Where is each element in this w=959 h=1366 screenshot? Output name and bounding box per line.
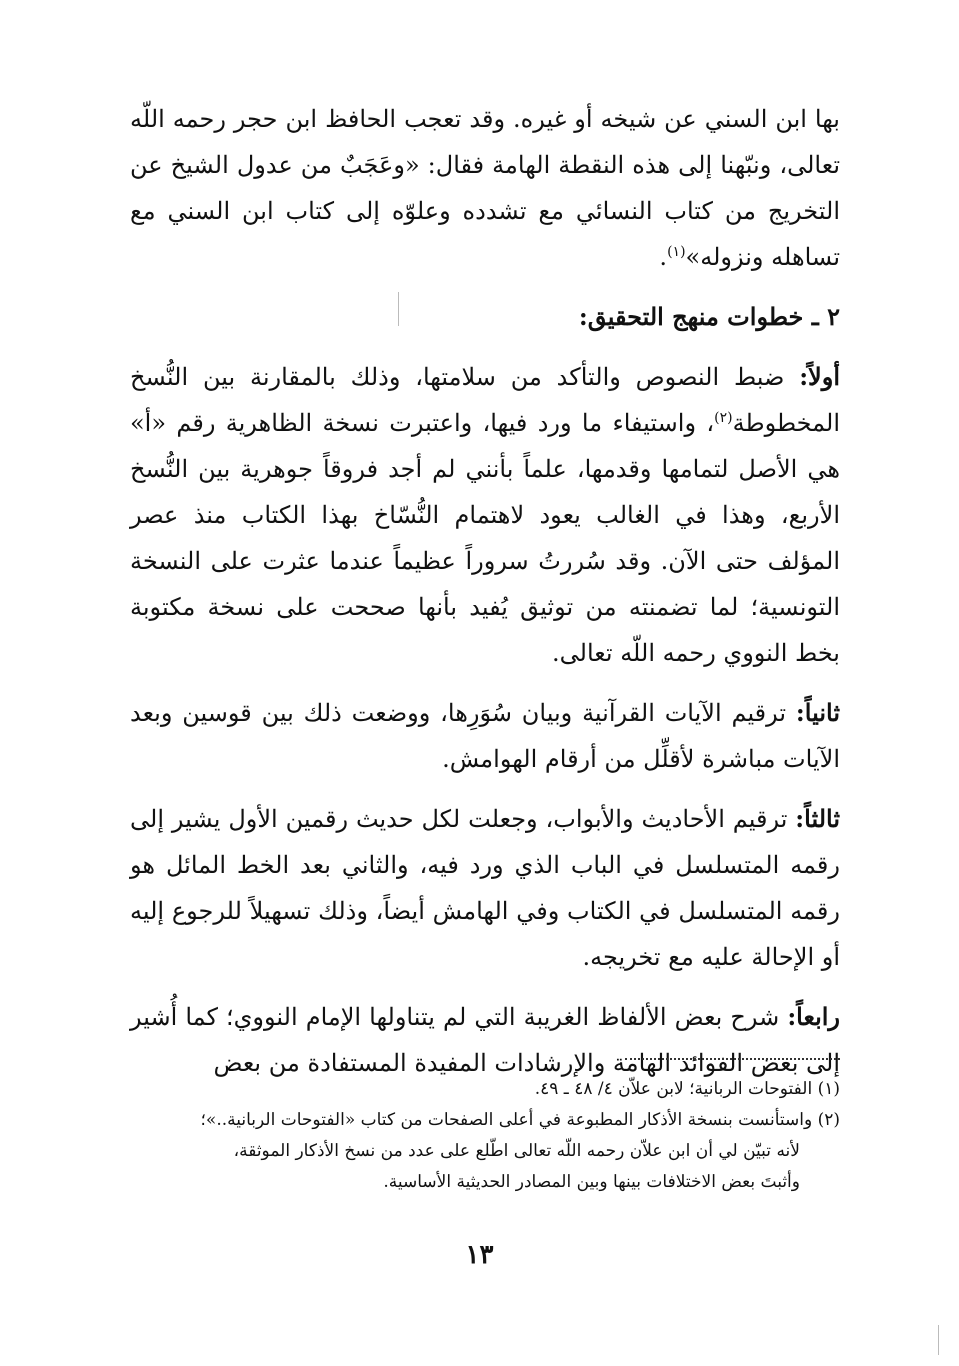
footnote-2: (٢) واستأنست بنسخة الأذكار المطبوعة في أعلى الصفحات من كتاب «الفتوحات الربانية..»؛ — [200, 1110, 840, 1130]
section-heading: ٢ ـ خطوات منهج التحقيق: — [578, 302, 840, 331]
scan-mark — [398, 292, 399, 326]
step-four-text: شرح بعض الألفاظ الغريبة التي لم يتناولها الإمام النووي؛ كما أُشير إلى بعض الفوائد الهامة والإرشادات المفيدة المستفادة من بعض — [130, 1003, 840, 1077]
step-three-text: ترقيم الأحاديث والأبواب، وجعلت لكل حديث رقمين الأول يشير إلى رقمه المتسلسل في الباب الذي ورد فيه، والثاني بعد الخط المائل هو رقمه المتسلسل في الكتاب وفي الهامش أيضاً، وذلك تسهيلاً للرجوع إليه أو الإحالة عليه مع تخريجه. — [130, 805, 840, 971]
step-one-paragraph — [130, 354, 840, 676]
footnotes — [130, 1058, 840, 1198]
step-one-text-b: ، واستيفاء ما ورد فيها، واعتبرت نسخة الظاهرية رقم «أ» هي الأصل لتمامها وقدمها، علماً بأنني لم أجد فروقاً جوهرية بين النُّسخ الأربع، وهذا في الغالب يعود لاهتمام النُّسّاخ بهذا الكتاب منذ عصر المؤلف حتى الآن. وقد سُررتُ سروراً عظيماً عندما عثرت على النسخة التونسية؛ لما تضمنته من توثيق يُفيد بأنها صححت على نسخة مكتوبة بخط النووي رحمه اللّه تعالى. — [130, 409, 840, 667]
footnote-ref-2[interactable]: (٢) — [714, 410, 733, 426]
footnote-ref-1[interactable]: (١) — [667, 244, 686, 260]
scan-mark-corner — [938, 1325, 939, 1355]
intro-paragraph — [130, 96, 840, 280]
step-two-text: ترقيم الآيات القرآنية وبيان سُوَرِها، ووضعت ذلك بين قوسين وبعد الآيات مباشرة لأقلِّل من أرقام الهوامش. — [130, 699, 840, 773]
step-two-lead: ثانياً: — [795, 698, 840, 727]
footnote-1: (١) الفتوحات الربانية؛ لابن علاّن ٤/ ٤٨ ـ ٤٩. — [534, 1079, 840, 1099]
page-number: ١٣ — [465, 1240, 494, 1270]
step-two-paragraph — [130, 690, 840, 782]
step-three-lead: ثالثاً: — [795, 804, 840, 833]
step-one-text-a: ضبط النصوص والتأكد من سلامتها، وذلك بالمقارنة بين النُّسخ المخطوطة — [130, 363, 840, 437]
step-one-lead: أولاً: — [799, 362, 840, 391]
footnote-2-continued: لأنه تبيّن لي أن ابن علاّن رحمه اللّه تعالى اطّلع على عدد من نسخ الأذكار الموثقة، — [233, 1141, 800, 1161]
footnote-2-continued-end: وأثبتَ بعض الاختلافات بينها وبين المصادر الحديثية الأساسية. — [383, 1172, 800, 1192]
footnote-separator — [625, 1058, 840, 1060]
intro-text: بها ابن السني عن شيخه أو غيره. وقد تعجب الحافظ ابن حجر رحمه اللّه تعالى، ونبّهنا إلى هذه النقطة الهامة فقال: «وعَجَبٌ من عدول الشيخ عن التخريج من كتاب النسائي مع تشدده وعلوّه إلى كتاب ابن السني مع تساهله ونزوله» — [130, 105, 840, 271]
main-text — [130, 96, 840, 1086]
step-three-paragraph — [130, 796, 840, 980]
intro-end: . — [659, 243, 668, 271]
step-four-lead: رابعاً: — [787, 1002, 840, 1031]
